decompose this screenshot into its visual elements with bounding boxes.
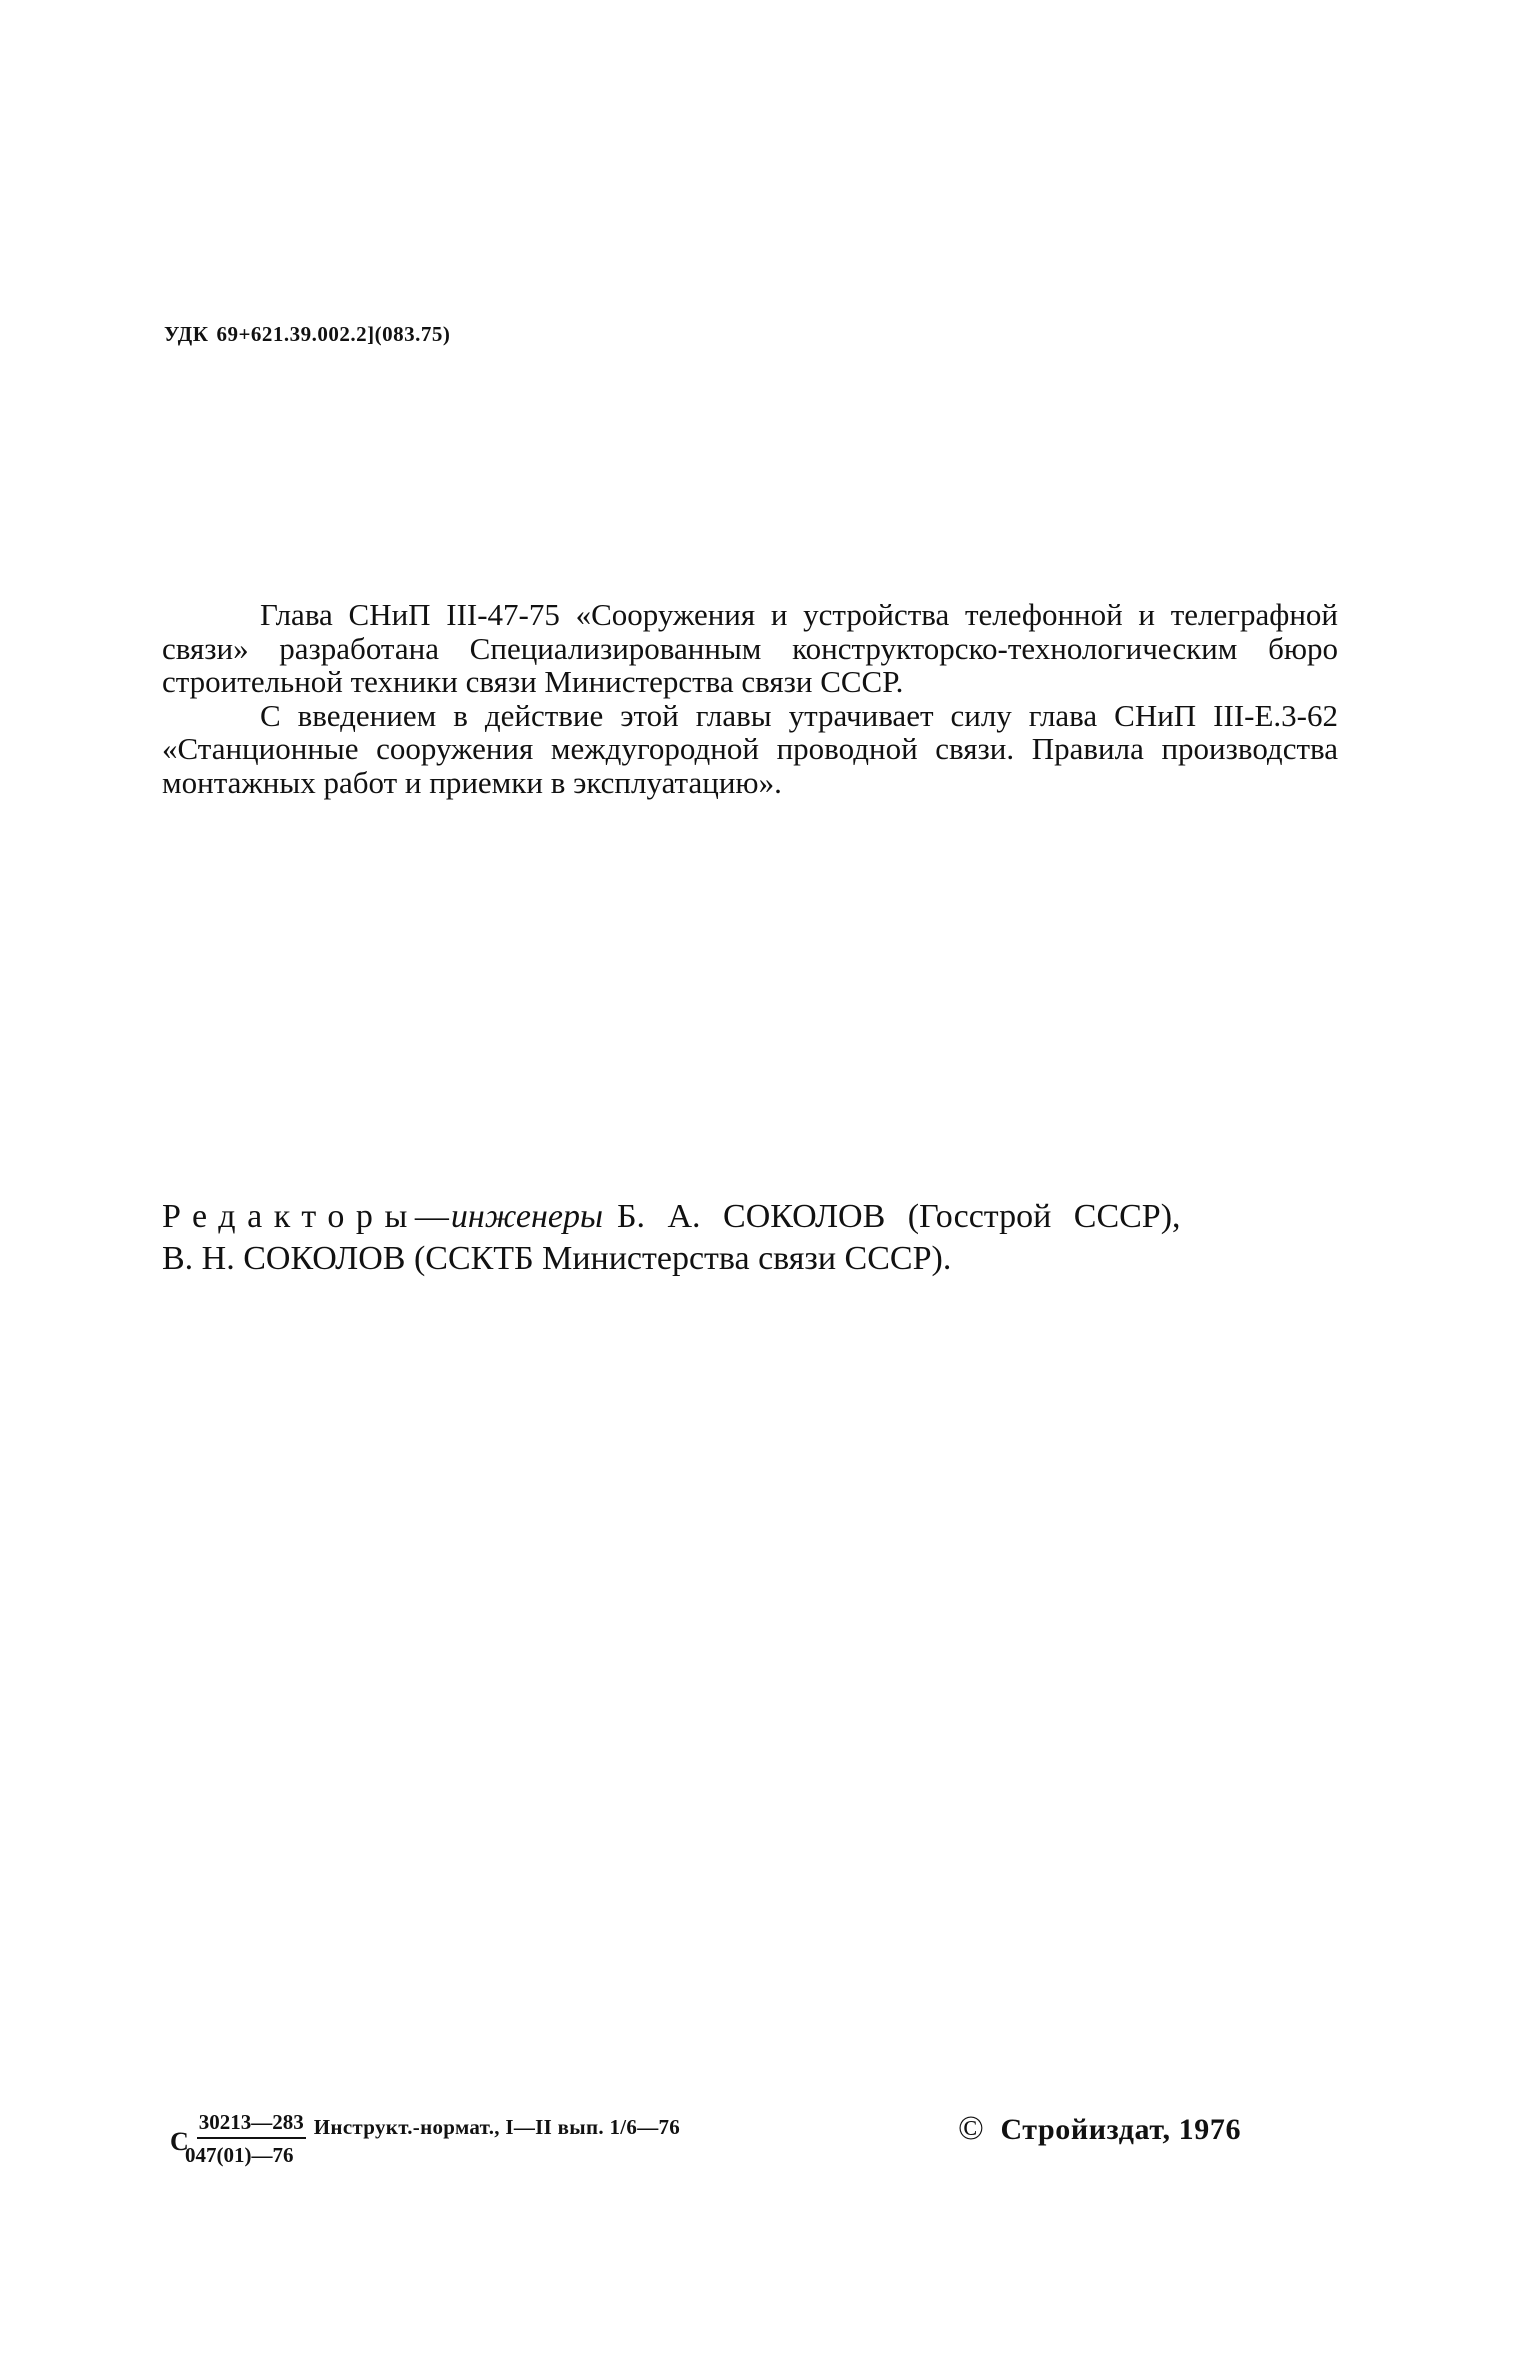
notice-paragraph-supersedes: С введением в действие этой главы утрачивает силу глава СНиП III-Е.3-62 «Станционные сооружения междугородной проводной связи. Правила производства монтажных работ и приемки в эксплуатацию». — [162, 697, 1338, 800]
imprint-fraction — [185, 2108, 306, 2169]
imprint-numerator: 30213—283 — [197, 2108, 306, 2139]
notice-paragraph-development: Глава СНиП III-47-75 «Сооружения и устройства телефонной и телеграфной связи» разработана Специализированным конструкторско-технологическим бюро строительной техники связи Министерства связи СССР. — [162, 597, 1338, 699]
udc-line — [164, 322, 450, 347]
editor-2: В. Н. СОКОЛОВ (ССКТБ Министерства связи СССР). — [162, 1240, 952, 1277]
editors-role: инженеры — [450, 1198, 603, 1235]
editor-1: Б. А. СОКОЛОВ (Госстрой СССР), — [616, 1198, 1181, 1235]
imprint-description: Инструкт.-нормат., I—II вып. 1/6—76 — [313, 2115, 681, 2139]
udc-label: УДК — [164, 322, 209, 346]
imprint-denominator: 047(01)—76 — [185, 2143, 294, 2167]
imprint-index — [170, 2108, 680, 2169]
editors-label: Редакторы — [162, 1198, 419, 1235]
imprint-index-letter: С — [170, 2126, 189, 2156]
udc-code: 69+621.39.002.2](083.75) — [216, 322, 451, 346]
editors-block — [162, 1196, 1352, 1280]
publisher-year: Стройиздат, 1976 — [1000, 2113, 1242, 2146]
copyright-icon: © — [958, 2110, 985, 2147]
chapter-notice — [162, 598, 1338, 799]
copyright-line — [958, 2110, 1241, 2148]
editors-dash: — — [414, 1198, 449, 1235]
